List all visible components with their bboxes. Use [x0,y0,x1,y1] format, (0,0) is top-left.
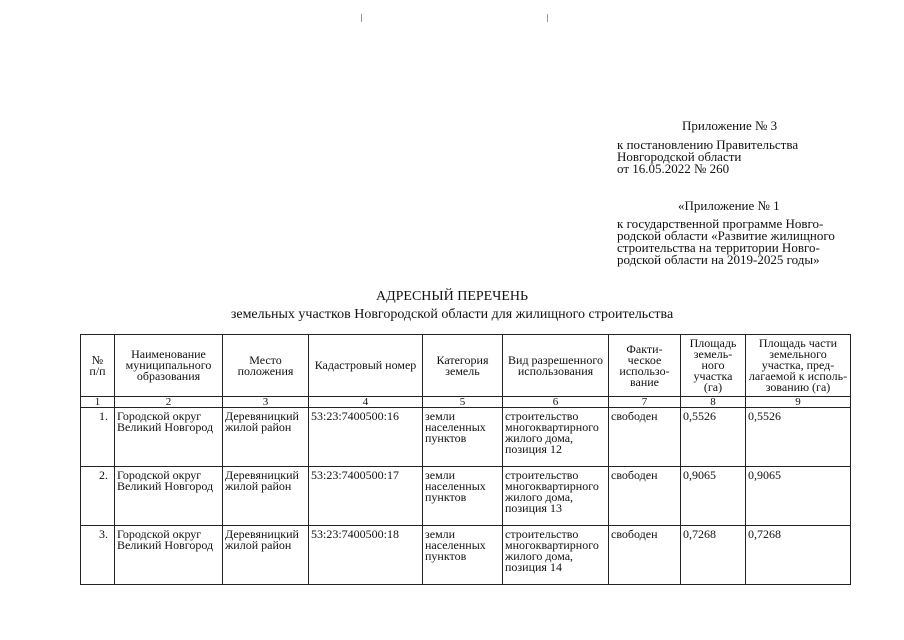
header-text: Место положения [237,352,294,378]
appendix-3-line-1: к постановлению Правительства [617,137,799,152]
header-text: № п/п [89,352,106,378]
actual-use-cell: свободен [609,526,681,585]
table-header-row [81,335,851,397]
cadastral-number-cell: 53:23:7400500:16 [309,408,423,467]
municipality-cell: Городской округ Великий Новгород [115,467,223,526]
proposed-area-cell: 0,5526 [746,408,851,467]
location-cell: Деревяницкий жилой район [223,408,309,467]
row-number-cell: 2. [81,467,115,526]
column-header-plot-area [681,335,746,397]
permitted-use-cell: строительство многоквартирного жилого дома, позиция 13 [503,467,609,526]
land-category-cell: земли населенных пунктов [423,467,503,526]
column-number: 6 [503,397,609,408]
land-category-cell: земли населенных пунктов [423,408,503,467]
column-header-proposed-area [746,335,851,397]
actual-use-cell: свободен [609,408,681,467]
appendix-1-line-1: к государственной программе Новго- [617,216,824,231]
location-cell: Деревяницкий жилой район [223,526,309,585]
appendix-1-line-4: родской области на 2019-2025 годы» [617,252,820,267]
land-plots-table [80,334,851,585]
permitted-use-cell: строительство многоквартирного жилого дома, позиция 14 [503,526,609,585]
header-text: Площадь земель- ного участка (га) [689,336,737,394]
column-header-permitted-use [503,335,609,397]
scan-mark-left [361,14,362,22]
column-header-location [223,335,309,397]
location-cell: Деревяницкий жилой район [223,467,309,526]
appendix-3-line-2: Новгородской области [617,149,742,164]
header-text: Факти- ческое использо- вание [619,341,670,389]
table-row [81,526,851,585]
document-subtitle: земельных участков Новгородской области для жилищного строительства [230,307,674,322]
municipality-cell: Городской округ Великий Новгород [115,408,223,467]
proposed-area-cell: 0,7268 [746,526,851,585]
column-number: 4 [309,397,423,408]
cadastral-number-cell: 53:23:7400500:18 [309,526,423,585]
row-number-cell: 3. [81,526,115,585]
row-number-cell: 1. [81,408,115,467]
column-header-municipality [115,335,223,397]
plot-area-cell: 0,5526 [681,408,746,467]
table-row [81,467,851,526]
document-title: АДРЕСНЫЙ ПЕРЕЧЕНЬ [375,289,529,304]
actual-use-cell: свободен [609,467,681,526]
permitted-use-cell: строительство многоквартирного жилого дома, позиция 12 [503,408,609,467]
column-number: 1 [81,397,115,408]
column-header-land-category [423,335,503,397]
column-header-cadastral-number [309,335,423,397]
appendix-1-title: «Приложение № 1 [678,198,780,213]
cadastral-number-cell: 53:23:7400500:17 [309,467,423,526]
header-text: Кадастровый номер [314,358,417,372]
plot-area-cell: 0,7268 [681,526,746,585]
appendix-3-line-3: от 16.05.2022 № 260 [617,161,730,176]
column-number: 5 [423,397,503,408]
header-text: Наименование муниципального образования [125,347,212,383]
column-number-row [81,397,851,408]
header-text: Вид разрешенного использования [508,352,603,378]
appendix-3-title: Приложение № 3 [682,118,778,133]
appendix-1-line-3: строительства на территории Новго- [617,240,820,255]
column-number: 7 [609,397,681,408]
land-category-cell: земли населенных пунктов [423,526,503,585]
column-number: 9 [746,397,851,408]
column-number: 2 [115,397,223,408]
column-header-actual-use [609,335,681,397]
scan-mark-right [547,14,548,22]
proposed-area-cell: 0,9065 [746,467,851,526]
column-number: 3 [223,397,309,408]
plot-area-cell: 0,9065 [681,467,746,526]
municipality-cell: Городской округ Великий Новгород [115,526,223,585]
column-header-number [81,335,115,397]
column-number: 8 [681,397,746,408]
header-text: Площадь части земельного участка, пред- лагаемой к исполь- зованию (га) [748,336,848,394]
header-text: Категория земель [436,352,489,378]
appendix-1-line-2: родской области «Развитие жилищного [617,228,835,243]
table-row [81,408,851,467]
